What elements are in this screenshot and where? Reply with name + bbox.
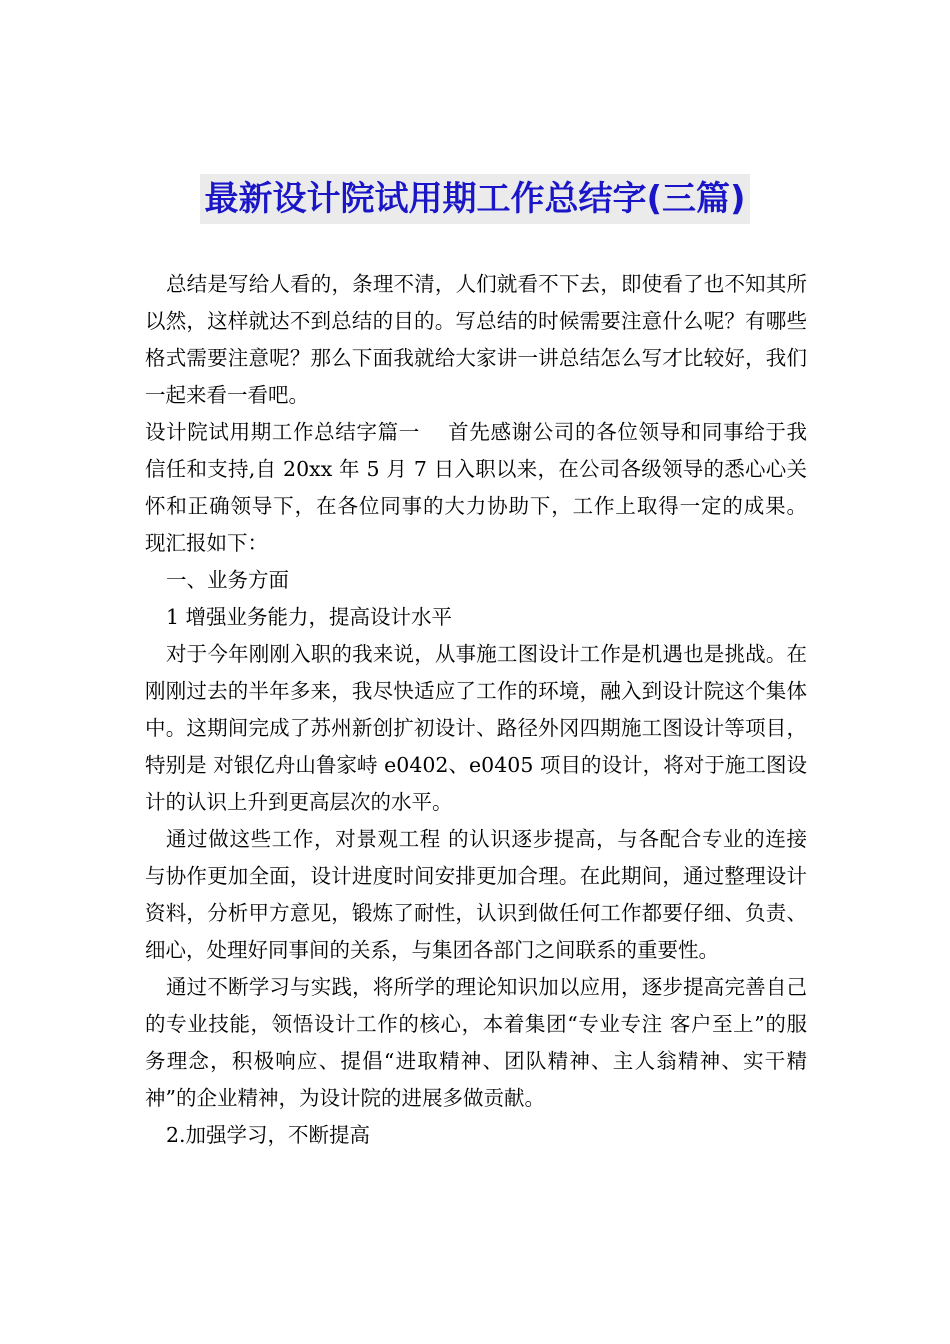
document-title: 最新设计院试用期工作总结字(三篇): [200, 174, 749, 224]
heading-business: 一、业务方面: [166, 568, 289, 592]
subheading-study: 2.加强学习，不断提高: [166, 1123, 371, 1147]
title-container: [0, 174, 950, 224]
subheading-ability: 1 增强业务能力，提高设计水平: [166, 605, 453, 629]
paragraph-section-one-opening: 设计院试用期工作总结字篇一 首先感谢公司的各位领导和同事给于我信任和支持,自 20xx 年 5 月 7 日入职以来，在公司各级领导的悉心心关怀和正确领导下，在各位同事的大力协助下，工作上取得一定的成果。 现汇报如下：: [145, 420, 807, 555]
paragraph-intro: 总结是写给人看的，条理不清，人们就看不下去，即使看了也不知其所以然，这样就达不到总结的目的。写总结的时候需要注意什么呢？有哪些格式需要注意呢？那么下面我就给大家讲一讲总结怎么写才比较好，我们一起来看一看吧。: [145, 272, 807, 407]
document-body: [145, 266, 807, 1154]
paragraph-work-experience: 通过做这些工作，对景观工程 的认识逐步提高，与各配合专业的连接与协作更加全面，设计进度时间安排更加合理。在此期间，通过整理设计资料，分析甲方意见，锻炼了耐性，认识到做任何工作都要仔细、负责、细心，处理好同事间的关系，与集团各部门之间联系的重要性。: [145, 827, 807, 962]
paragraph-projects: 对于今年刚刚入职的我来说，从事施工图设计工作是机遇也是挑战。在刚刚过去的半年多来，我尽快适应了工作的环境，融入到设计院这个集体中。这期间完成了苏州新创扩初设计、路径外冈四期施工图设计等项目，特别是 对银亿舟山鲁家峙 e0402、e0405 项目的设计，将对于施工图设计的认识上升到更高层次的水平。: [145, 642, 807, 814]
paragraph-learning: 通过不断学习与实践，将所学的理论知识加以应用，逐步提高完善自己的专业技能，领悟设计工作的核心，本着集团“专业专注 客户至上”的服务理念，积极响应、提倡“进取精神、团队精神、主人翁精神、实干精神”的企业精神，为设计院的进展多做贡献。: [145, 975, 807, 1110]
